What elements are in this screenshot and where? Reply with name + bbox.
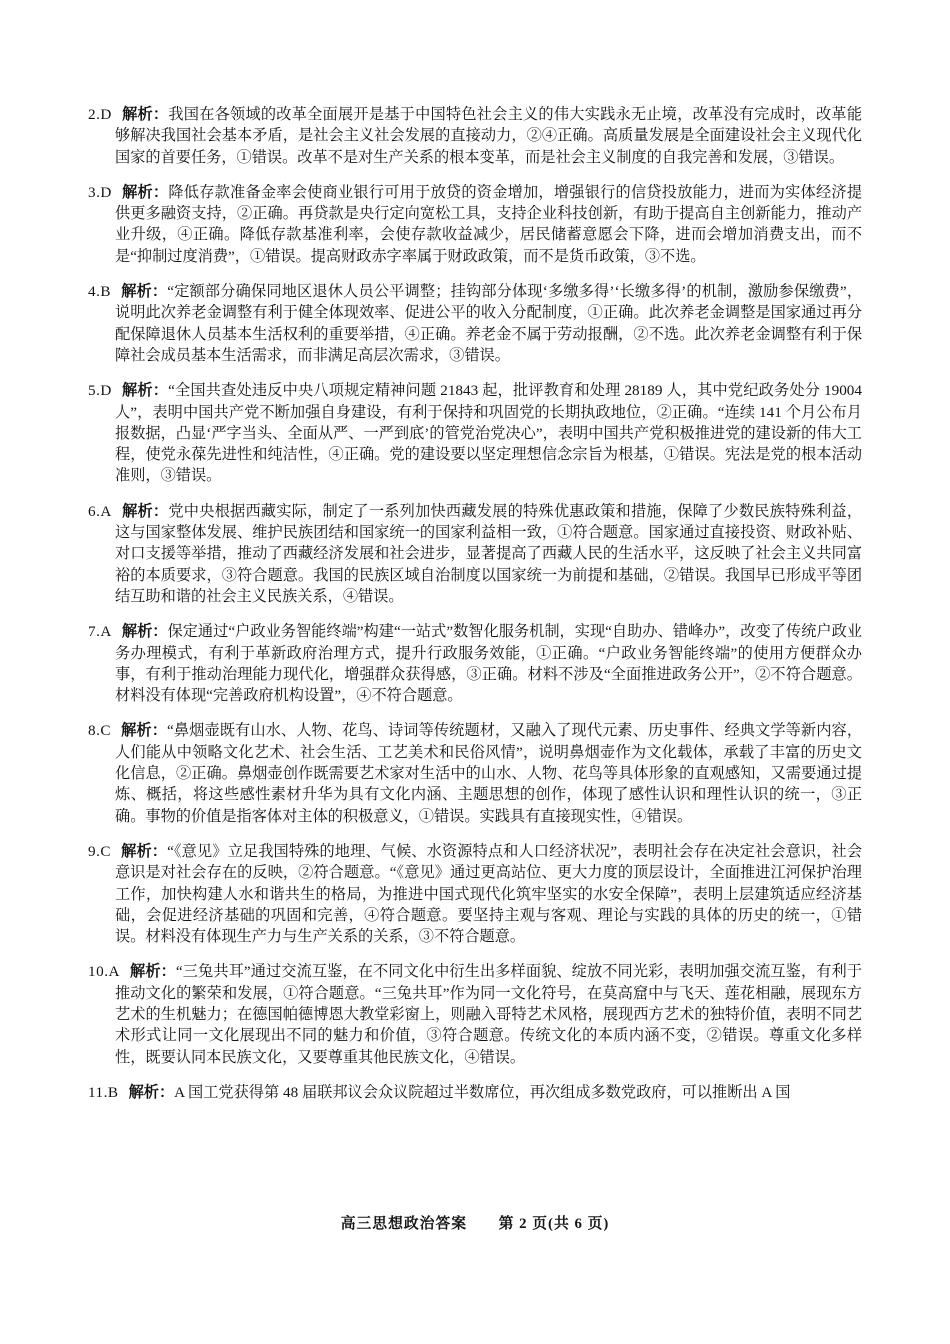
analysis-text: 保定通过“户政业务智能终端”构建“一站式”数智化服务机制，实现“自助办、错峰办”，改变了传统户政业务办理模式，有利于革新政府治理方式，提升行政服务效能，①正确。“户政业务智能终端”的使用方便群众办事，有利于推动治理能力现代化，增强群众获得感，③正确。材料不涉及“全面推进政务公开”，②不符合题意。材料没有体现“完善政府机构设置”，④不符合题意。 [115, 623, 863, 705]
analysis-text: A 国工党获得第 48 届联邦议会众议院超过半数席位，再次组成多数党政府，可以推断出 A 国 [174, 1083, 791, 1101]
answer-item [88, 961, 862, 1067]
answer-number: 9.C [88, 842, 112, 860]
answer-number: 8.C [88, 722, 112, 740]
answers-list [88, 104, 862, 1103]
analysis-text: “鼻烟壶既有山水、人物、花鸟、诗词等传统题材，又融入了现代元素、历史事件、经典文学等新内容，人们能从中领略文化艺术、社会生活、工艺美术和民俗风情”，说明鼻烟壶作为文化载体，承载了丰富的历史文化信息，②正确。鼻烟壶创作既需要艺术家对生活中的山水、人物、花鸟等具体形象的直观感知，又需要通过提炼、概括，将这些感性素材升华为具有文化内涵、主题思想的创作，体现了感性认识和理性认识的统一，③正确。事物的价值是指客体对主体的积极意义，①错误。实践具有直接现实性，④错误。 [115, 722, 863, 825]
analysis-text: 我国在各领域的改革全面展开是基于中国特色社会主义的伟大实践永无止境，改革没有完成时，改革能够解决我国社会基本矛盾，是社会主义社会发展的直接动力，②④正确。高质量发展是全面建设社会主义现代化国家的首要任务，①错误。改革不是对生产关系的根本变革，而是社会主义制度的自我完善和发展，③错误。 [115, 106, 863, 166]
answer-item [88, 281, 862, 366]
answer-number: 4.B [88, 283, 112, 301]
analysis-label: 解析： [121, 722, 168, 740]
answer-item [88, 182, 862, 267]
answer-number: 6.A [88, 502, 112, 520]
answer-item [88, 380, 862, 486]
analysis-label: 解析： [121, 502, 169, 520]
analysis-text: “三兔共耳”通过交流互鉴，在不同文化中衍生出多样面貌、绽放不同光彩，表明加强交流互鉴，有利于推动文化的繁荣和发展，①符合题意。“三兔共耳”作为同一文化符号，在莫高窟中与飞天、莲花相融，展现东方艺术的生机魅力；在德国帕德博恩大教堂彩窗上，则融入哥特艺术风格，展现西方艺术的独特价值，表明不同艺术形式让同一文化展现出不同的魅力和价值，③符合题意。传统文化的本质内涵不变，②错误。尊重文化多样性，既要认同本民族文化，又要尊重其他民族文化，④错误。 [115, 963, 863, 1066]
page-footer: 高三思想政治答案 第 2 页(共 6 页) [340, 1216, 610, 1232]
analysis-text: “《意见》立足我国特殊的地理、气候、水资源特点和人口经济状况”，表明社会存在决定社会意识，社会意识是对社会存在的反映，②符合题意。“《意见》通过更高站位、更大力度的顶层设计，全面推进江河保护治理工作，加快构建人水和谐共生的格局，为推进中国式现代化筑牢坚实的水安全保障”，表明上层建筑适应经济基础，会促进经济基础的巩固和完善，④符合题意。要坚持主观与客观、理论与实践的具体的历史的统一，①错误。材料没有体现生产力与生产关系的关系，③不符合题意。 [115, 842, 863, 946]
analysis-label: 解析： [129, 963, 176, 981]
analysis-label: 解析： [121, 106, 169, 123]
analysis-label: 解析： [121, 183, 169, 201]
answer-number: 2.D [88, 106, 112, 123]
answer-item [88, 621, 862, 706]
answer-number: 11.B [88, 1083, 119, 1101]
answer-number: 7.A [88, 623, 112, 641]
analysis-label: 解析： [121, 382, 169, 400]
analysis-text: 降低存款准备金率会使商业银行可用于放贷的资金增加，增强银行的信贷投放能力，进而为实体经济提供更多融资支持，②正确。再贷款是央行定向宽松工具，支持企业科技创新，有助于提高自主创新能力，推动产业升级，④正确。降低存款基准利率，会使存款收益减少，居民储蓄意愿会下降，进而会增加消费支出，而不是“抑制过度消费”，①错误。提高财政赤字率属于财政政策，而不是货币政策，③不选。 [115, 183, 863, 265]
analysis-label: 解析： [121, 623, 168, 641]
answer-item [88, 1082, 862, 1103]
analysis-text: “全国共查处违反中央八项规定精神问题 21843 起，批评教育和处理 28189 人，其中党纪政务处分 19004 人”，表明中国共产党不断加强自身建设，有利于保持和巩固党的长期执政地位，②正确。“连续 141 个月公布月报数据，凸显‘严字当头、全面从严、一严到底’的管党治党决心”，表明中国共产党积极推进党的建设新的伟大工程，使党永葆先进性和纯洁性，④正确。党的建设要以坚定理想信念宗旨为根基，①错误。宪法是党的根本活动准则，③错误。 [115, 382, 862, 485]
analysis-label: 解析： [121, 842, 168, 860]
answer-item [88, 501, 862, 607]
analysis-label: 解析： [128, 1083, 175, 1101]
answer-item [88, 720, 862, 826]
answer-number: 10.A [88, 963, 120, 981]
analysis-text: “定额部分确保同地区退休人员公平调整；挂钩部分体现‘多缴多得’‘长缴多得’的机制，激励参保缴费”，说明此次养老金调整有利于健全体现效率、促进公平的收入分配制度，①正确。此次养老金调整是国家通过再分配保障退休人员基本生活权利的重要举措，④正确。养老金不属于劳动报酬，②不选。此次养老金调整有利于保障社会成员基本生活需求，而非满足高层次需求，③错误。 [115, 283, 863, 364]
answer-item [88, 104, 862, 168]
answer-number: 5.D [88, 382, 112, 400]
analysis-label: 解析： [121, 283, 168, 301]
analysis-text: 党中央根据西藏实际，制定了一系列加快西藏发展的特殊优惠政策和措施，保障了少数民族特殊利益，这与国家整体发展、维护民族团结和国家统一的国家利益相一致，①符合题意。国家通过直接投资、财政补贴、对口支援等举措，推动了西藏经济发展和社会进步，显著提高了西藏人民的生活水平，这反映了社会主义共同富裕的本质要求，③符合题意。我国的民族区域自治制度以国家统一为前提和基础，②错误。我国早已形成平等团结互助和谐的社会主义民族关系，④错误。 [115, 502, 863, 605]
answer-item [88, 841, 862, 947]
answer-number: 3.D [88, 183, 112, 201]
